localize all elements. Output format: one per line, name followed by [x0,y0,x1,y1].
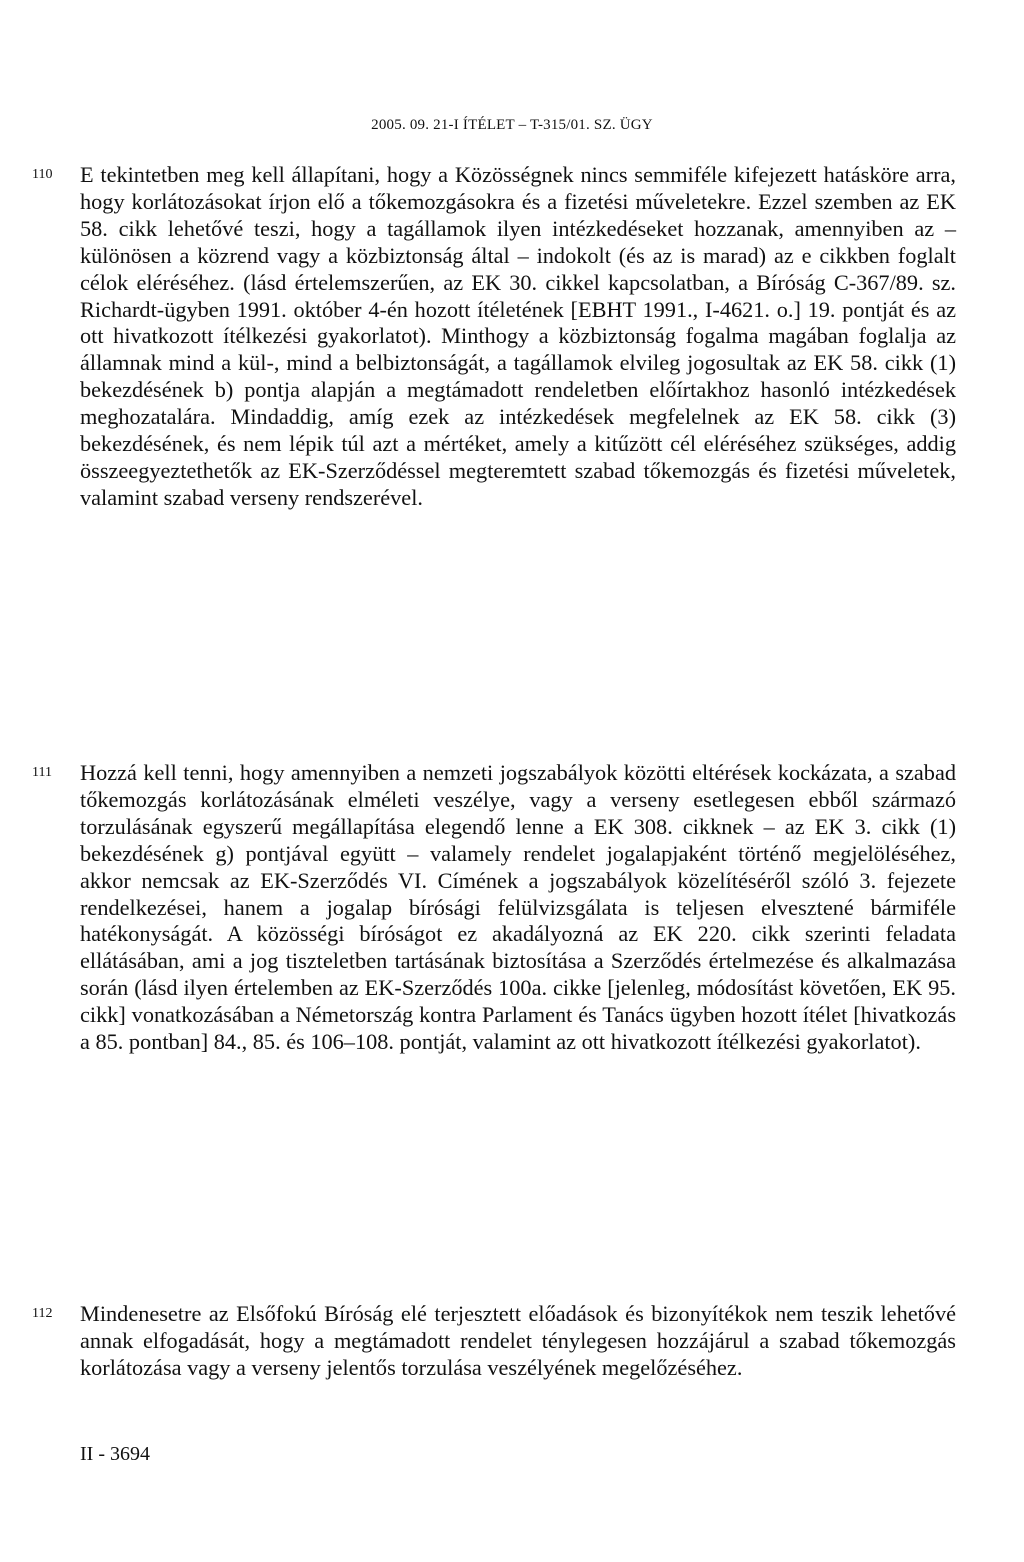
paragraph-text: Hozzá kell tenni, hogy amennyiben a nemzeti jogszabályok közötti eltérések kockázata, a szabad tőkemozgás korlátozásának elméleti veszélye, vagy a verseny esetlegesen ebből származó torzulásának egyszerű megállapítása elegendő lenne a EK 308. cikknek – az EK 3. cikk (1) bekezdésének g) pontjával együtt – valamely rendelet jogalapjaként történő megjelöléséhez, akkor nemcsak az EK-Szerződés VI. Címének a jogszabályok közelítéséről szóló 3. fejezete rendelkezései, hanem a jogalap bírósági felülvizsgálata is teljesen elvesztené bármiféle hatékonyságát. A közösségi bíróságot ez akadályozná az EK 220. cikk szerinti feladata ellátásában, ami a jog tiszteletben tartásának biztosítása a Szerződés értelmezése és alkalmazása során (lásd ilyen értelemben az EK-Szerződés 100a. cikke [jelenleg, módosítást követően, EK 95. cikk] vonatkozásában a Németország kontra Parlament és Tanács ügyben hozott ítélet [hivatkozás a 85. pontban] 84., 85. és 106–108. pontját, valamint az ott hivatkozott ítélkezési gyakorlatot). [80,760,956,1055]
paragraph-112 [32,1301,956,1382]
paragraph-number: 112 [32,1306,53,1321]
paragraph-111 [32,760,956,1056]
paragraph-text: Mindenesetre az Elsőfokú Bíróság elé terjesztett előadások és bizonyítékok nem teszik lehetővé annak elfogadását, hogy a megtámadott rendelet ténylegesen hozzájárul a szabad tőkemozgás korlátozása vagy a verseny jelentős torzulása veszélyének megelőzéséhez. [80,1301,956,1380]
paragraph-text: E tekintetben meg kell állapítani, hogy a Közösségnek nincs semmiféle kifejezett hatásköre arra, hogy korlátozásokat írjon elő a tőkemozgásokra és a fizetési műveletekre. Ezzel szemben az EK 58. cikk lehetővé teszi, hogy a tagállamok ilyen intézkedéseket hozzanak, amennyiben az – különösen a közrend vagy a közbiztonság által – indokolt (és az is marad) az e cikkben foglalt célok eléréséhez. (lásd értelemszerűen, az EK 30. cikkel kapcsolatban, a Bíróság C-367/89. sz. Richardt-ügyben 1991. október 4-én hozott ítéletének [EBHT 1991., I-4621. o.] 19. pontját és az ott hivatkozott ítélkezési gyakorlatot). Minthogy a közbiztonság fogalma magában foglalja az államnak mind a kül-, mind a belbiztonságát, a tagállamok elvileg jogosultak az EK 58. cikk (1) bekezdésének b) pontja alapján a megtámadott rendeletben előírtakhoz hasonló intézkedések meghozatalára. Mindaddig, amíg ezek az intézkedések megfelelnek az EK 58. cikk (3) bekezdésének, és nem lépik túl azt a mértéket, amely a kitűzött cél eléréséhez szükséges, addig összeegyeztethetők az EK-Szerződéssel megteremtett szabad tőkemozgás és fizetési műveletek, valamint szabad verseny rendszerével. [80,162,956,510]
paragraph-number: 110 [32,167,53,182]
page-number: II - 3694 [80,1443,150,1465]
page-header: 2005. 09. 21-I ÍTÉLET – T-315/01. SZ. ÜGY [371,117,653,133]
paragraph-110 [32,162,956,512]
paragraph-number: 111 [32,765,52,780]
